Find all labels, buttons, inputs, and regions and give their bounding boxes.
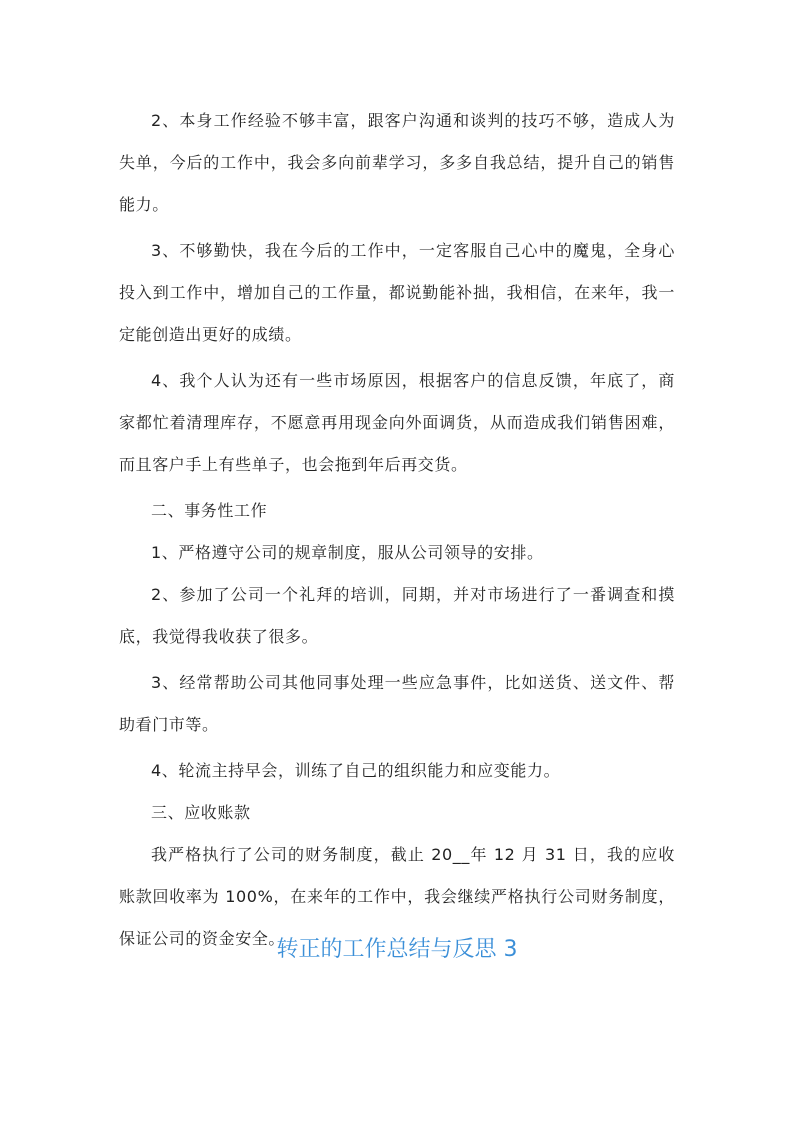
section-heading-admin-work: 二、事务性工作 — [151, 501, 268, 520]
section-heading-receivables: 三、应收账款 — [151, 803, 251, 822]
paragraph-follow-rules: 1、严格遵守公司的规章制度，服从公司领导的安排。 — [151, 543, 544, 562]
paragraph-help-colleagues: 3、经常帮助公司其他同事处理一些应急事件，比如送货、送文件、帮助看门市等。 — [119, 673, 675, 734]
paragraph-market-reasons: 4、我个人认为还有一些市场原因，根据客户的信息反馈，年底了，商家都忙着清理库存，不愿意再用现金向外面调货，从而造成我们销售困难，而且客户手上有些单子，也会拖到年后再交货。 — [119, 371, 675, 474]
section-title: 转正的工作总结与反思 3 — [276, 937, 518, 962]
paragraph-receivables: 我严格执行了公司的财务制度，截止 20__年 12 月 31 日，我的应收账款回收率为 100%，在来年的工作中，我会继续严格执行公司财务制度，保证公司的资金安全。 — [119, 845, 675, 948]
paragraph-training: 2、参加了公司一个礼拜的培训，同期，并对市场进行了一番调查和摸底，我觉得我收获了很多。 — [119, 585, 675, 646]
paragraph-weakness-experience: 2、本身工作经验不够丰富，跟客户沟通和谈判的技巧不够，造成人为失单，今后的工作中，我会多向前辈学习，多多自我总结，提升自己的销售能力。 — [119, 111, 675, 214]
paragraph-morning-meeting: 4、轮流主持早会，训练了自己的组织能力和应变能力。 — [151, 761, 561, 780]
paragraph-weakness-diligence: 3、不够勤快，我在今后的工作中，一定客服自己心中的魔鬼，全身心投入到工作中，增加自己的工作量，都说勤能补拙，我相信，在来年，我一定能创造出更好的成绩。 — [119, 241, 675, 344]
document-body — [119, 100, 675, 964]
